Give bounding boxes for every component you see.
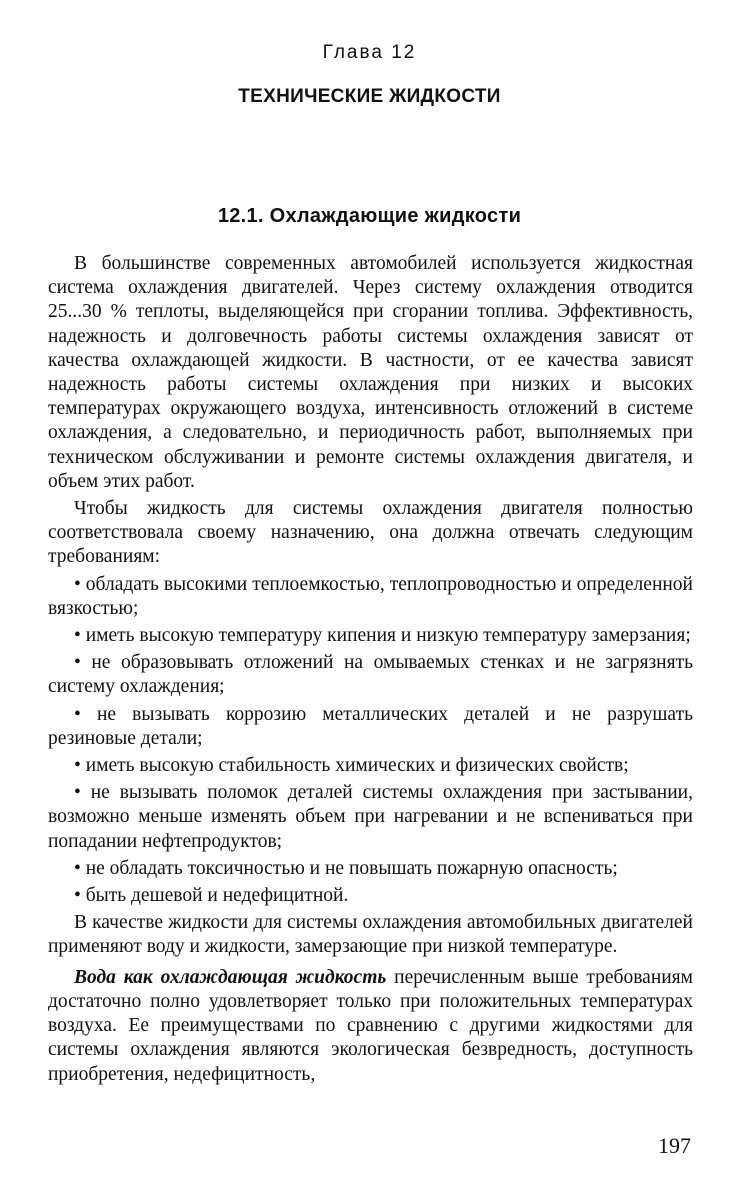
requirement-item: • не обладать токсичностью и не повышать пожарную опасность; — [74, 857, 618, 879]
requirement-item: • обладать высокими теплоемкостью, теплопроводностью и определенной вязкостью; — [48, 573, 693, 619]
page-number: 197 — [658, 1133, 691, 1158]
requirement-item: • не вызывать коррозию металлических деталей и не разрушать резиновые детали; — [48, 703, 693, 749]
requirement-item: • не образовывать отложений на омываемых стенках и не загрязнять систему охлаждения; — [48, 652, 693, 698]
requirement-item: • не вызывать поломок деталей системы охлаждения при застывании, возможно меньше изменять объем при нагревании и не вспениваться при попадании нефтепродуктов; — [48, 782, 693, 852]
requirement-item: • иметь высокую температуру кипения и низкую температуру замерзания; — [74, 625, 691, 647]
paragraph-requirements-intro: Чтобы жидкость для системы охлаждения двигателя полностью соответствовала своему назначению, она должна отвечать следующим требованиям: — [48, 498, 693, 568]
water-paragraph-text: перечисленным выше требованиям достаточно полно удовлетворяет только при положительных температурах воздуха. Ее преимуществами по сравнению с другими жидкостями для системы охлаждения являются экологическая безвредность, доступность приобретения, недефицитность, — [48, 966, 693, 1085]
requirement-item: • быть дешевой и недефицитной. — [74, 885, 349, 907]
chapter-title: ТЕХНИЧЕСКИЕ ЖИДКОСТИ — [238, 86, 501, 107]
chapter-label: Глава 12 — [322, 42, 417, 63]
paragraph-applied: В качестве жидкости для системы охлаждения автомобильных двигателей применяют воду и жидкости, замерзающие при низкой температуре. — [48, 912, 693, 958]
water-lead-term: Вода как охлаждающая жидкость — [74, 966, 387, 988]
section-title: 12.1. Охлаждающие жидкости — [217, 205, 522, 227]
requirement-item: • иметь высокую стабильность химических и физических свойств; — [74, 755, 629, 777]
paragraph-water — [48, 966, 693, 1087]
paragraph-intro: В большинстве современных автомобилей используется жидкостная система охлаждения двигателей. Через систему охлаждения отводится 25...30 % теплоты, выделяющейся при сгорании топлива. Эффективность, надежность и долговечность работы системы охлаждения зависят от качества охлаждающей жидкости. В частности, от ее качества зависят надежность работы системы охлаждения при низких и высоких температурах окружающего воздуха, интенсивность отложений в системе охлаждения, а следовательно, и периодичность работ, выполняемых при техническом обслуживании и ремонте системы охлаждения двигателя, и объем этих работ. — [48, 253, 693, 492]
body-text — [48, 252, 693, 1087]
